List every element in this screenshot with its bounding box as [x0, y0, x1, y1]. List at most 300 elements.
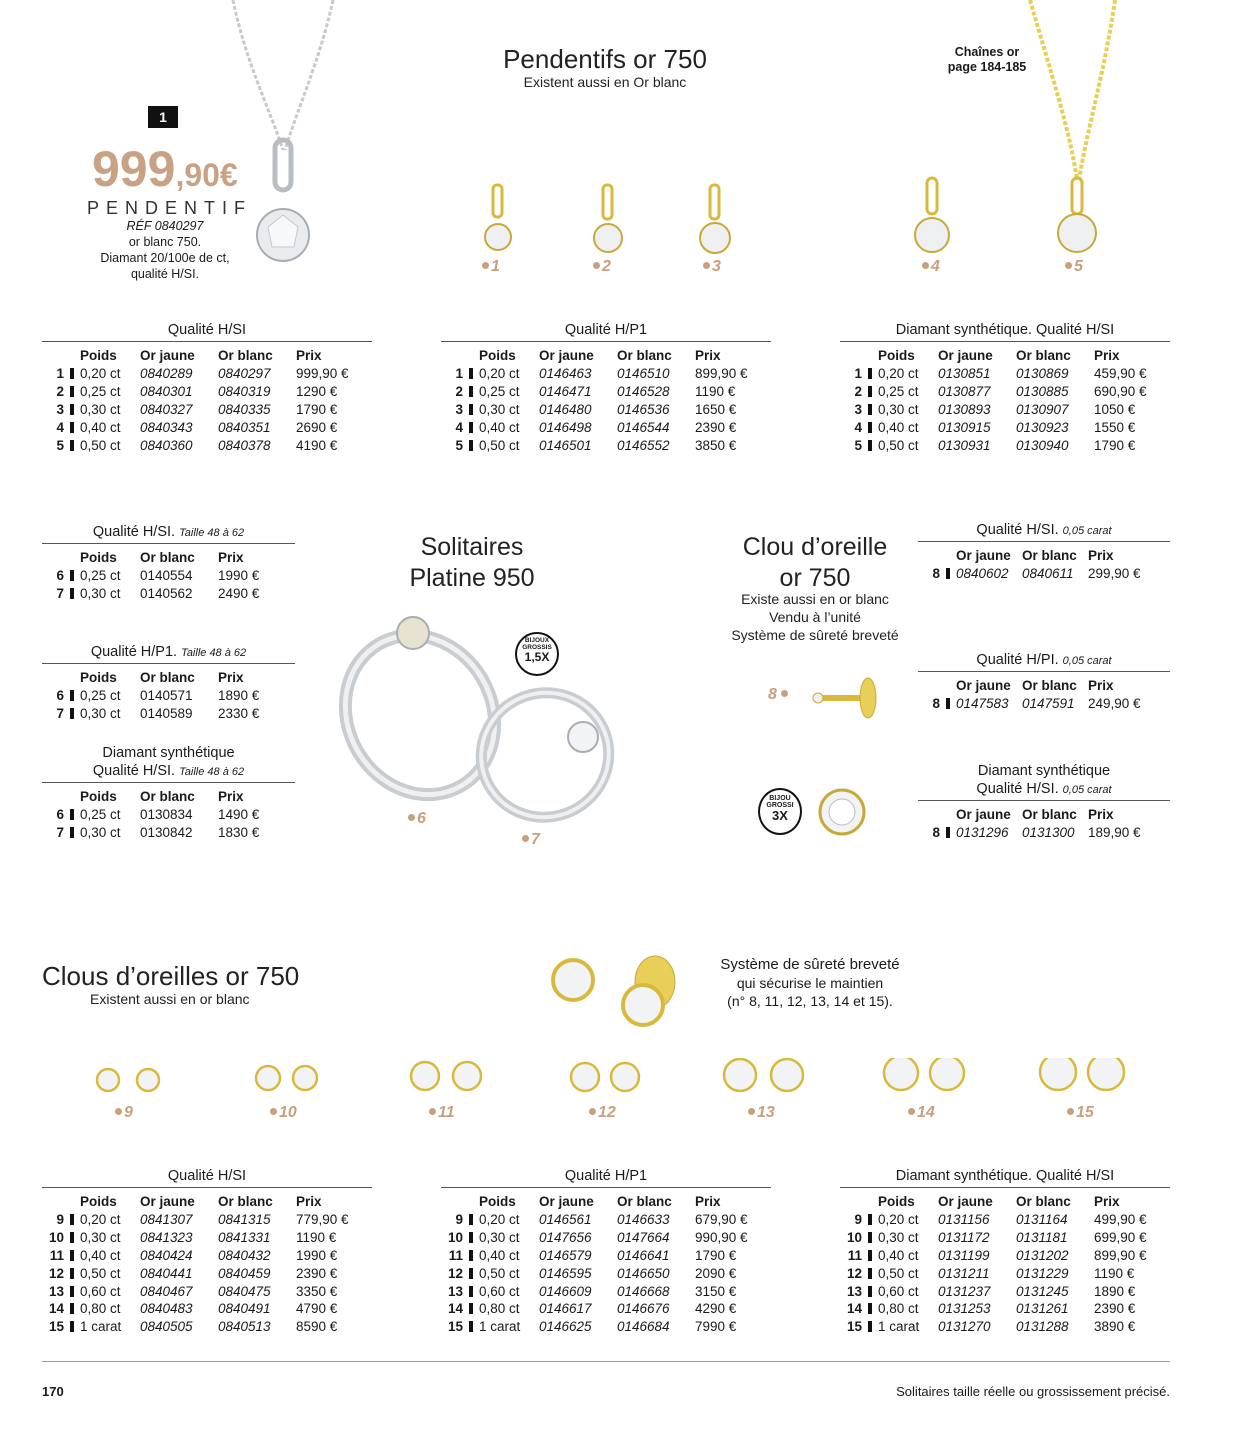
clous-table-hsi	[42, 1168, 372, 1336]
item-number: 13	[441, 1282, 479, 1300]
table-cell: 0146609	[539, 1283, 592, 1299]
table-row	[42, 1318, 349, 1336]
col-header: Or blanc	[140, 670, 195, 685]
clou-front-image	[810, 780, 874, 844]
table-row	[441, 383, 748, 401]
col-header: Poids	[479, 1194, 516, 1209]
item-number: 7	[42, 585, 80, 603]
item-number: 4	[441, 418, 479, 436]
table-cell: 7990 €	[695, 1319, 737, 1335]
table-cell: 0840505	[140, 1319, 193, 1335]
table-cell: 0146617	[539, 1301, 592, 1317]
table-row	[42, 1229, 349, 1247]
table-cell: 1190 €	[1094, 1265, 1135, 1281]
table-row	[918, 695, 1141, 713]
item-number: 10	[42, 1229, 80, 1247]
table-cell: 0840351	[218, 419, 271, 435]
col-header: Or blanc	[617, 1194, 672, 1209]
bullet-marker	[70, 1214, 74, 1225]
table-cell: 0840335	[218, 401, 271, 417]
table-cell: 0146536	[617, 401, 670, 417]
clous-table-synthetic	[840, 1168, 1170, 1336]
table-row	[42, 1282, 349, 1300]
table-cell: 0,60 ct	[80, 1283, 121, 1299]
table-cell: 0,25 ct	[80, 568, 121, 584]
price-table	[42, 1192, 349, 1336]
table-cell: 189,90 €	[1088, 825, 1141, 841]
price-table	[441, 346, 748, 454]
table-quality: Diamant synthétique. Qualité H/SI	[840, 1168, 1170, 1188]
item-number: 6	[42, 687, 80, 705]
table-row	[42, 1264, 349, 1282]
table-quality: Qualité H/P1. Taille 48 à 62	[42, 644, 295, 664]
pendant-number-3: 3	[703, 258, 721, 276]
solitaires-table-synthetic	[42, 744, 295, 842]
table-cell: 0146579	[539, 1247, 592, 1263]
item-number: 8	[918, 565, 956, 583]
table-row	[840, 383, 1147, 401]
item-number: 3	[42, 401, 80, 419]
pendant-image-1	[478, 182, 518, 257]
promo-desc-line: qualité H/SI.	[130, 267, 200, 281]
bullet-marker	[868, 1268, 872, 1279]
earring-number-13: 13	[748, 1104, 775, 1122]
col-header: Prix	[296, 348, 322, 363]
col-header: Poids	[878, 1194, 915, 1209]
table-cell: 0131156	[938, 1212, 990, 1228]
table-cell: 0,50 ct	[878, 1265, 919, 1281]
col-header: Prix	[695, 348, 721, 363]
table-cell: 0146641	[617, 1247, 670, 1263]
col-header: Or blanc	[140, 789, 195, 804]
solitaires-table-hp1	[42, 644, 295, 723]
item-number: 15	[840, 1318, 878, 1336]
item-number: 14	[42, 1300, 80, 1318]
pendant-image-2	[588, 182, 628, 257]
col-header: Poids	[479, 348, 516, 363]
table-cell: 0130923	[1016, 419, 1069, 435]
table-cell: 0147591	[1022, 696, 1075, 712]
item-number: 1	[441, 365, 479, 383]
table-cell: 0,30 ct	[80, 586, 121, 602]
table-cell: 0,40 ct	[878, 1247, 919, 1263]
solitaires-table-hsi	[42, 524, 295, 603]
table-cell: 1790 €	[1094, 437, 1136, 453]
earring-number-10: 10	[270, 1104, 297, 1122]
bullet-marker	[469, 1303, 473, 1314]
table-row	[840, 1264, 1147, 1282]
bullet-marker	[946, 698, 950, 709]
col-header: Or blanc	[218, 348, 273, 363]
price-table	[918, 546, 1141, 583]
item-number: 9	[441, 1211, 479, 1229]
item-number: 9	[42, 1211, 80, 1229]
item-number: 4	[840, 418, 878, 436]
pendant-number-5: 5	[1065, 258, 1083, 276]
table-cell: 1290 €	[296, 384, 338, 400]
item-number: 11	[441, 1247, 479, 1265]
clou-number-8: 8	[768, 686, 790, 704]
table-cell: 0131211	[938, 1265, 990, 1281]
bullet-marker	[946, 568, 950, 579]
col-header: Or blanc	[1022, 678, 1077, 693]
promo-price	[92, 140, 238, 198]
pendants-table-synthetic	[840, 322, 1170, 454]
table-cell: 0,30 ct	[479, 1230, 520, 1246]
col-header: Poids	[80, 670, 117, 685]
table-row	[840, 1247, 1147, 1265]
table-cell: 0,30 ct	[80, 1230, 121, 1246]
bullet-marker	[70, 1321, 74, 1332]
bullet-marker	[70, 1232, 74, 1243]
item-number: 7	[42, 705, 80, 723]
table-row	[840, 365, 1147, 383]
table-cell: 0131199	[938, 1247, 990, 1263]
col-header: Prix	[1094, 348, 1120, 363]
pendant-number-4: 4	[922, 258, 940, 276]
table-cell: 0,25 ct	[80, 384, 121, 400]
item-number: 12	[441, 1264, 479, 1282]
col-header: Or jaune	[956, 807, 1011, 822]
table-quality: Qualité H/SI	[42, 322, 372, 342]
col-header: Prix	[218, 789, 244, 804]
table-cell: 0146498	[539, 419, 592, 435]
magnification-badge-rings: BIJOUX GROSSIS 1,5X	[515, 632, 559, 676]
clou-notes	[705, 590, 925, 644]
table-cell: 0840602	[956, 566, 1009, 582]
table-cell: 0,20 ct	[80, 1212, 121, 1228]
note-line: Vendu à l’unité	[769, 609, 861, 625]
bullet-marker	[70, 809, 74, 820]
table-cell: 1490 €	[218, 807, 260, 823]
table-quality: Qualité H/PI. 0,05 carat	[918, 652, 1170, 672]
clou-title	[715, 532, 915, 594]
table-cell: 0841315	[218, 1212, 271, 1228]
bullet-marker	[868, 1303, 872, 1314]
table-cell: 0840319	[218, 384, 271, 400]
item-number: 3	[441, 401, 479, 419]
table-cell: 2690 €	[296, 419, 338, 435]
table-row	[42, 806, 259, 824]
bullet-marker	[469, 1321, 473, 1332]
table-row	[441, 1211, 748, 1229]
table-cell: 0146501	[539, 437, 592, 453]
bullet-marker	[868, 440, 872, 451]
col-header: Prix	[1088, 807, 1114, 822]
price-table	[840, 1192, 1147, 1336]
price-table	[42, 548, 259, 603]
table-row	[42, 1247, 349, 1265]
table-cell: 779,90 €	[296, 1212, 349, 1228]
table-quality: Qualité H/SI. 0,05 carat	[918, 522, 1170, 542]
item-number: 12	[840, 1264, 878, 1282]
table-cell: 299,90 €	[1088, 566, 1141, 582]
promo-number-badge: 1	[148, 106, 178, 128]
table-cell: 0,40 ct	[479, 1247, 520, 1263]
table-cell: 8590 €	[296, 1319, 338, 1335]
table-cell: 0146463	[539, 366, 592, 382]
bullet-marker	[868, 1214, 872, 1225]
table-cell: 0,25 ct	[878, 384, 919, 400]
item-number: 9	[840, 1211, 878, 1229]
table-cell: 0146480	[539, 401, 592, 417]
table-row	[42, 824, 259, 842]
table-cell: 0140589	[140, 706, 193, 722]
bullet-marker	[469, 422, 473, 433]
table-row	[42, 687, 259, 705]
item-number: 14	[441, 1300, 479, 1318]
note-line: Système de sûreté breveté	[720, 956, 900, 973]
table-cell: 0,50 ct	[80, 1265, 121, 1281]
table-cell: 1050 €	[1094, 401, 1136, 417]
table-cell: 4790 €	[296, 1301, 338, 1317]
table-cell: 1550 €	[1094, 419, 1136, 435]
table-cell: 0,80 ct	[479, 1301, 520, 1317]
chains-note-line: page 184-185	[947, 60, 1027, 74]
item-number: 6	[42, 567, 80, 585]
table-cell: 0,25 ct	[80, 688, 121, 704]
item-number: 1	[42, 365, 80, 383]
table-cell: 899,90 €	[695, 366, 748, 382]
col-header: Or blanc	[617, 348, 672, 363]
table-cell: 0131172	[938, 1230, 990, 1246]
clous-subtitle: Existent aussi en or blanc	[90, 991, 250, 1007]
table-cell: 0,40 ct	[80, 1247, 121, 1263]
table-row	[42, 567, 259, 585]
table-cell: 1190 €	[695, 384, 736, 400]
table-cell: 999,90 €	[296, 366, 349, 382]
bullet-marker	[70, 570, 74, 581]
table-quality: Qualité H/SI	[42, 1168, 372, 1188]
title-line: Platine 950	[409, 564, 535, 592]
table-cell: 0,30 ct	[479, 401, 520, 417]
table-cell: 0146668	[617, 1283, 670, 1299]
table-cell: 0,20 ct	[80, 366, 121, 382]
note-line: Existe aussi en or blanc	[741, 591, 889, 607]
table-cell: 1890 €	[1094, 1283, 1136, 1299]
table-cell: 0,20 ct	[878, 366, 919, 382]
earring-number-12: 12	[589, 1104, 616, 1122]
pendant-image-3	[695, 182, 735, 257]
table-cell: 0840611	[1022, 566, 1074, 582]
table-cell: 0840432	[218, 1247, 271, 1263]
col-header: Poids	[80, 789, 117, 804]
bullet-marker	[70, 368, 74, 379]
table-cell: 1190 €	[296, 1230, 337, 1246]
title-line: Solitaires	[420, 533, 524, 561]
bullet-marker	[70, 690, 74, 701]
item-number: 10	[840, 1229, 878, 1247]
table-cell: 0140554	[140, 568, 193, 584]
table-cell: 499,90 €	[1094, 1212, 1147, 1228]
table-row	[441, 1318, 748, 1336]
col-header: Or blanc	[1016, 1194, 1071, 1209]
page-number: 170	[42, 1384, 64, 1399]
bullet-marker	[70, 827, 74, 838]
bullet-marker	[868, 1286, 872, 1297]
col-header: Or blanc	[1022, 807, 1077, 822]
table-cell: 0131181	[1016, 1230, 1068, 1246]
table-cell: 0840441	[140, 1265, 193, 1281]
bullet-marker	[868, 1321, 872, 1332]
item-number: 1	[840, 365, 878, 383]
table-cell: 0,40 ct	[479, 419, 520, 435]
table-cell: 0140571	[140, 688, 193, 704]
item-number: 4	[42, 418, 80, 436]
table-cell: 0,30 ct	[80, 825, 121, 841]
table-cell: 0840297	[218, 366, 271, 382]
bullet-marker	[469, 386, 473, 397]
solitaire-rings-image	[335, 605, 645, 845]
bullet-marker	[469, 1214, 473, 1225]
table-row	[42, 365, 349, 383]
magnification-badge-clou: BIJOU GROSSI 3X	[758, 788, 802, 835]
col-header: Poids	[878, 348, 915, 363]
page-title: Pendentifs or 750	[503, 44, 707, 74]
table-row	[840, 1300, 1147, 1318]
table-row	[441, 365, 748, 383]
table-cell: 0146676	[617, 1301, 670, 1317]
bullet-marker	[868, 1250, 872, 1261]
table-cell: 0130851	[938, 366, 991, 382]
col-header: Or blanc	[1022, 548, 1077, 563]
table-cell: 1790 €	[296, 401, 338, 417]
table-cell: 0131288	[1016, 1319, 1069, 1335]
table-cell: 3150 €	[695, 1283, 737, 1299]
table-row	[42, 436, 349, 454]
bullet-marker	[70, 422, 74, 433]
solitaires-title	[372, 532, 572, 594]
table-cell: 0130842	[140, 825, 193, 841]
pendant-number-2: 2	[593, 258, 611, 276]
title-line: Clou d’oreille	[742, 533, 888, 561]
note-line: Système de sûreté breveté	[731, 627, 899, 643]
item-number: 14	[840, 1300, 878, 1318]
table-cell: 0,50 ct	[878, 437, 919, 453]
table-cell: 1890 €	[218, 688, 260, 704]
clou-table-hsi	[918, 522, 1170, 583]
table-cell: 0840343	[140, 419, 193, 435]
item-number: 10	[441, 1229, 479, 1247]
table-cell: 0131229	[1016, 1265, 1069, 1281]
table-cell: 0146528	[617, 384, 670, 400]
bullet-marker	[868, 1232, 872, 1243]
table-cell: 0,80 ct	[878, 1301, 919, 1317]
table-cell: 0841307	[140, 1212, 193, 1228]
table-cell: 0130877	[938, 384, 991, 400]
bullet-marker	[70, 1286, 74, 1297]
bullet-marker	[70, 386, 74, 397]
bullet-marker	[946, 827, 950, 838]
table-cell: 1 carat	[80, 1319, 122, 1335]
table-cell: 0131261	[1016, 1301, 1069, 1317]
item-number: 5	[441, 436, 479, 454]
table-cell: 1830 €	[218, 825, 260, 841]
table-cell: 0146633	[617, 1212, 670, 1228]
item-number: 15	[42, 1318, 80, 1336]
earring-number-11: 11	[429, 1104, 455, 1122]
col-header: Or jaune	[140, 348, 195, 363]
table-cell: 0,25 ct	[80, 807, 121, 823]
clou-table-hpi	[918, 652, 1170, 713]
price-table	[42, 668, 259, 723]
table-cell: 0,50 ct	[479, 437, 520, 453]
price-table	[918, 676, 1141, 713]
table-cell: 0,30 ct	[878, 401, 919, 417]
col-header: Prix	[296, 1194, 322, 1209]
table-row	[441, 436, 748, 454]
table-cell: 690,90 €	[1094, 384, 1147, 400]
table-cell: 0146684	[617, 1319, 670, 1335]
col-header: Or jaune	[938, 348, 993, 363]
item-number: 6	[42, 806, 80, 824]
footer-divider	[42, 1361, 1170, 1362]
table-cell: 1790 €	[695, 1247, 737, 1263]
table-row	[918, 824, 1141, 842]
table-row	[840, 1211, 1147, 1229]
table-cell: 0146471	[539, 384, 592, 400]
col-header: Or blanc	[140, 550, 195, 565]
bullet-marker	[70, 1250, 74, 1261]
table-cell: 0,40 ct	[878, 419, 919, 435]
bullet-marker	[868, 368, 872, 379]
table-quality: Diamant synthétique. Qualité H/SI	[840, 322, 1170, 342]
table-cell: 0147664	[617, 1230, 670, 1246]
bullet-marker	[469, 368, 473, 379]
table-cell: 0131245	[1016, 1283, 1069, 1299]
table-cell: 0130834	[140, 807, 193, 823]
col-header: Or jaune	[956, 548, 1011, 563]
table-cell: 0,50 ct	[479, 1265, 520, 1281]
table-row	[42, 401, 349, 419]
table-row	[840, 418, 1147, 436]
table-cell: 0146625	[539, 1319, 592, 1335]
col-header: Or jaune	[539, 1194, 594, 1209]
table-quality: Qualité H/SI. 0,05 carat	[918, 781, 1170, 801]
safety-note	[705, 956, 915, 1010]
bullet-marker	[469, 1268, 473, 1279]
table-row	[840, 1282, 1147, 1300]
ring-number-7: 7	[522, 831, 540, 849]
table-cell: 459,90 €	[1094, 366, 1147, 382]
table-cell: 0,40 ct	[80, 419, 121, 435]
item-number: 11	[42, 1247, 80, 1265]
table-row	[42, 418, 349, 436]
col-header: Or blanc	[1016, 348, 1071, 363]
footer-note: Solitaires taille réelle ou grossissement précisé.	[896, 1384, 1170, 1399]
silver-pendant-image	[250, 135, 320, 275]
bullet-marker	[469, 404, 473, 415]
pendant-image-4	[910, 175, 954, 255]
clou-table-synthetic	[918, 762, 1170, 842]
bullet-marker	[70, 588, 74, 599]
table-row	[42, 705, 259, 723]
safety-system-image	[545, 950, 695, 1050]
col-header: Poids	[80, 348, 117, 363]
table-cell: 0,30 ct	[80, 401, 121, 417]
table-row	[42, 1211, 349, 1229]
table-cell: 0130869	[1016, 366, 1069, 382]
price-table	[42, 346, 349, 454]
table-cell: 0130940	[1016, 437, 1069, 453]
price-table	[42, 787, 259, 842]
table-quality-top: Diamant synthétique	[102, 745, 235, 761]
table-quality-top: Diamant synthétique	[977, 763, 1111, 779]
price-table	[441, 1192, 748, 1336]
note-line: (n° 8, 11, 12, 13, 14 et 15).	[727, 993, 893, 1009]
note-line: qui sécurise le maintien	[736, 975, 884, 991]
table-cell: 0131253	[938, 1301, 991, 1317]
